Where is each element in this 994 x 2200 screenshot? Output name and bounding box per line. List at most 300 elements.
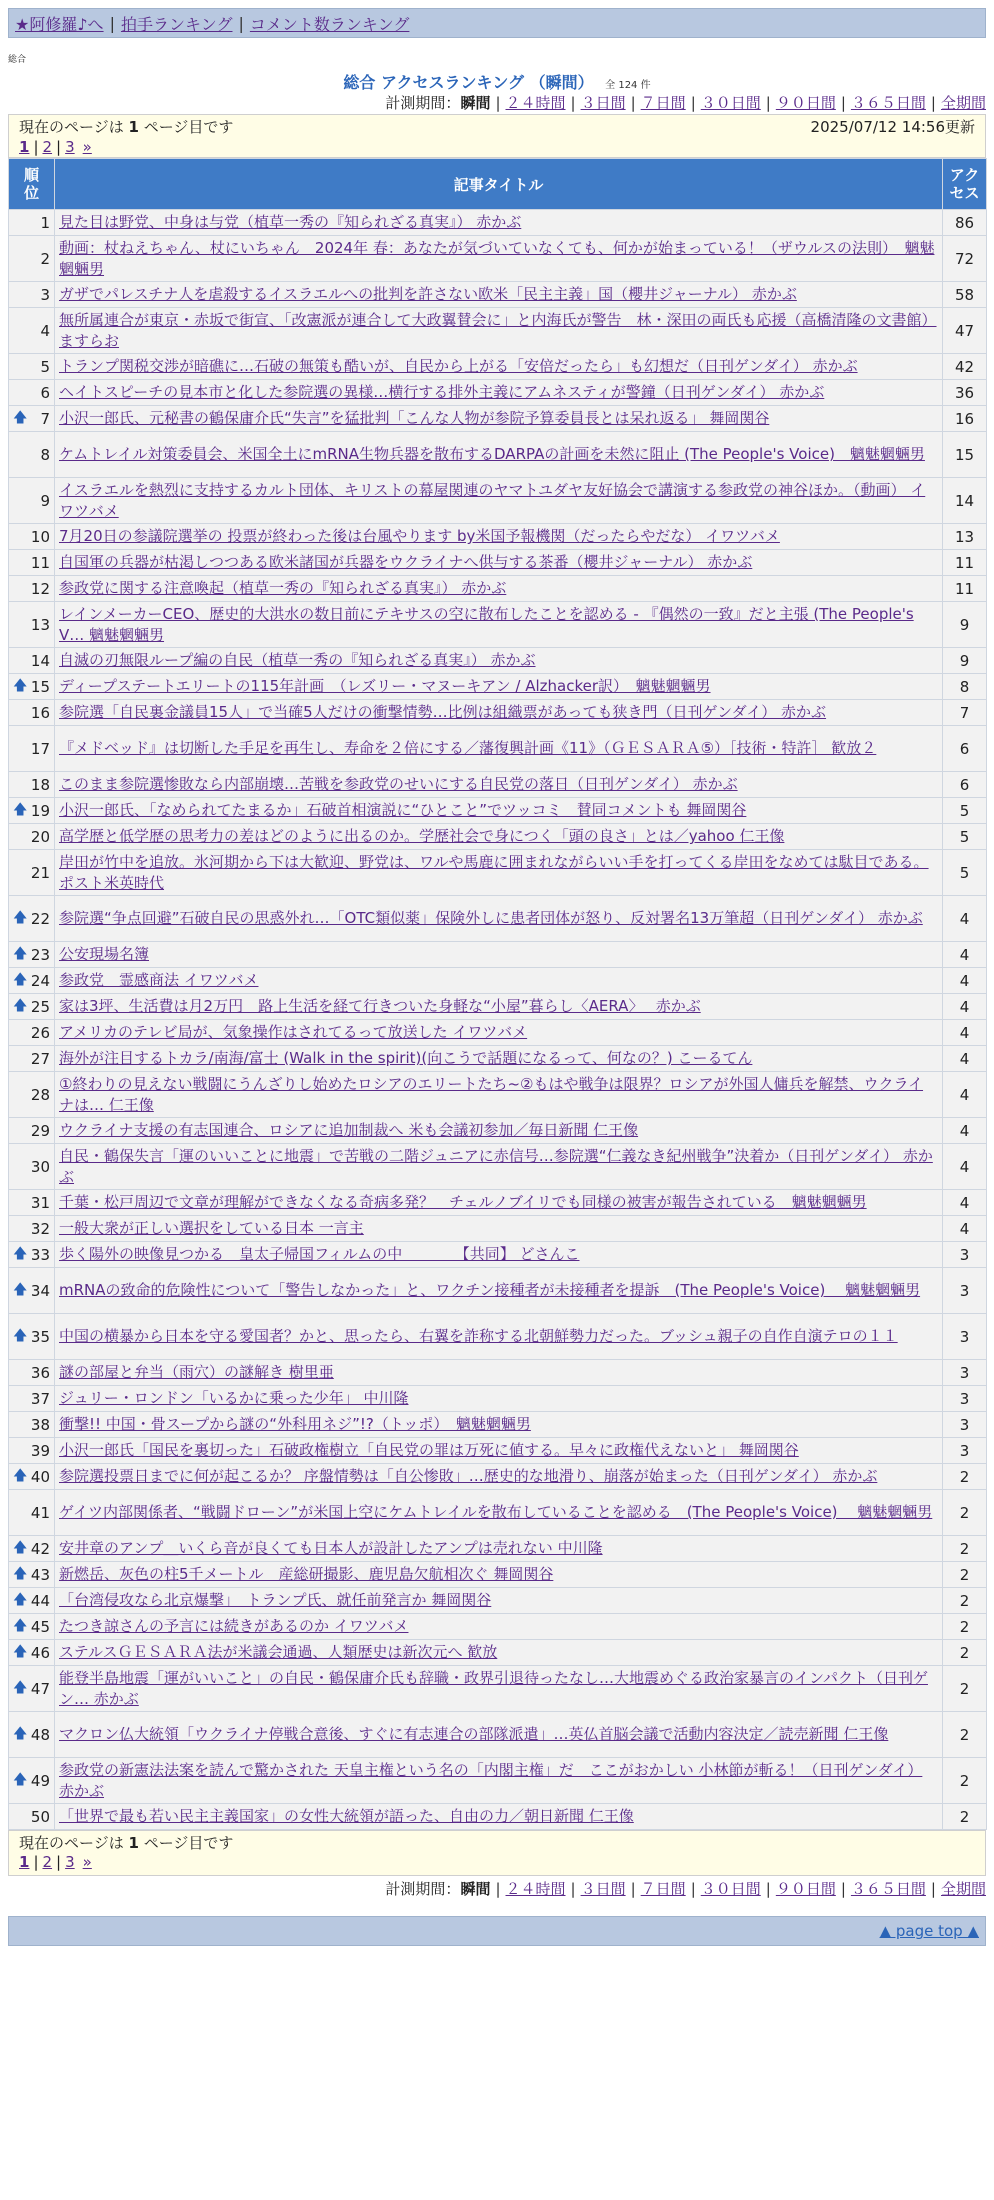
article-link[interactable]: 自国軍の兵器が枯渇しつつある欧米諸国が兵器をウクライナへ供与する茶番（櫻井ジャーナル） 赤かぶ bbox=[59, 553, 753, 571]
footer-period-selector bbox=[8, 1878, 986, 1900]
article-link[interactable]: ステルスＧＥＳＡＲＡ法が米議会通過、人類歴史は新次元へ 歓放 bbox=[59, 1643, 498, 1661]
up-arrow-icon: 🡅 bbox=[13, 1591, 28, 1608]
article-link[interactable]: ウクライナ支援の有志国連合、ロシアに追加制裁へ 米も会議初参加／毎日新聞 仁王像 bbox=[59, 1121, 639, 1139]
period-separator: | bbox=[690, 1880, 696, 1898]
rank-number: 30 bbox=[30, 1157, 50, 1176]
title-cell bbox=[55, 478, 943, 524]
title-cell bbox=[55, 380, 943, 406]
up-arrow-icon: 🡅 bbox=[13, 677, 28, 694]
access-count: 2 bbox=[943, 1614, 987, 1640]
table-row bbox=[9, 380, 987, 406]
rank-cell bbox=[9, 1144, 55, 1190]
access-count: 2 bbox=[943, 1562, 987, 1588]
access-count: 5 bbox=[943, 850, 987, 896]
period-link[interactable]: ３日間 bbox=[580, 1880, 626, 1898]
title-cell bbox=[55, 576, 943, 602]
article-link[interactable]: 中国の横暴から日本を守る愛国者？かと、思ったら、右翼を詐称する北朝鮮勢力だった。ブッシュ親子の自作自演テロの１１ bbox=[59, 1327, 898, 1345]
period-separator: | bbox=[495, 94, 501, 112]
article-link[interactable]: 自民・鶴保失言「運のいいことに地震」で苦戦の二階ジュニアに赤信号…参院選“仁義なき紀州戦争”決着か（日刊ゲンダイ） 赤かぶ bbox=[59, 1146, 933, 1186]
period-separator: | bbox=[630, 94, 636, 112]
rank-cell bbox=[9, 550, 55, 576]
nav-link-applause-ranking[interactable]: 拍手ランキング bbox=[120, 14, 233, 34]
period-link[interactable]: ９０日間 bbox=[775, 1880, 836, 1898]
title-cell bbox=[55, 1386, 943, 1412]
rank-number: 50 bbox=[30, 1807, 50, 1826]
article-link[interactable]: マクロン仏大統領「ウクライナ停戦合意後、すぐに有志連合の部隊派遣」…英仏首脳会議で活動内容決定／読売新聞 仁王像 bbox=[59, 1725, 889, 1743]
article-link[interactable]: ディープステートエリートの115年計画 （レズリー・マヌーキアン / Alzhacker訳） 魑魅魍魎男 bbox=[59, 677, 711, 695]
period-current: 瞬間 bbox=[460, 94, 491, 112]
rank-cell bbox=[9, 994, 55, 1020]
rank-number: 27 bbox=[30, 1049, 50, 1068]
access-count: 3 bbox=[943, 1242, 987, 1268]
title-cell bbox=[55, 1046, 943, 1072]
table-row bbox=[9, 210, 987, 236]
pager-page-3[interactable]: 3 bbox=[65, 138, 75, 156]
header-rank: 順位 bbox=[9, 159, 55, 210]
access-count: 13 bbox=[943, 524, 987, 550]
period-link[interactable]: 全期間 bbox=[940, 1880, 986, 1898]
rank-cell bbox=[9, 798, 55, 824]
rank-number: 36 bbox=[30, 1363, 50, 1382]
header-access: アクセス bbox=[943, 159, 987, 210]
article-link[interactable]: 公安現場名簿 bbox=[59, 945, 150, 963]
access-count: 3 bbox=[943, 1386, 987, 1412]
category-label: 総合 bbox=[8, 55, 27, 65]
article-link[interactable]: 謎の部屋と弁当（雨穴）の謎解き 樹里亜 bbox=[59, 1363, 334, 1381]
period-separator: | bbox=[930, 1880, 936, 1898]
table-row bbox=[9, 1268, 987, 1314]
access-count: 15 bbox=[943, 432, 987, 478]
bottom-bar bbox=[8, 1916, 986, 1946]
table-row bbox=[9, 1490, 987, 1536]
rank-number: 18 bbox=[30, 775, 50, 794]
rank-number: 41 bbox=[30, 1503, 50, 1522]
article-link[interactable]: レインメーカーCEO、歴史的大洪水の数日前にテキサスの空に散布したことを認める - 『偶然の一致』だと主張 (The People's V… 魑魅魍魎男 bbox=[59, 604, 914, 644]
title-cell bbox=[55, 1412, 943, 1438]
rank-cell bbox=[9, 1614, 55, 1640]
article-link[interactable]: 小沢一郎氏「国民を裏切った」石破政権樹立「自民党の罪は万死に値する。早々に政権代えないと」 舞岡関谷 bbox=[59, 1441, 799, 1459]
title-cell bbox=[55, 1490, 943, 1536]
footer-current-page-text: 現在のページは 1 ページ目です bbox=[19, 1834, 234, 1852]
current-page-text: 現在のページは 1 ページ目です bbox=[19, 118, 234, 136]
article-link[interactable]: mRNAの致命的危険性について「警告しなかった」と、ワクチン接種者が未接種者を提訴 (The People's Voice) 魑魅魍魎男 bbox=[59, 1281, 921, 1299]
period-separator: | bbox=[840, 1880, 846, 1898]
footer-page-info bbox=[8, 1830, 986, 1876]
rank-cell bbox=[9, 1438, 55, 1464]
table-row bbox=[9, 772, 987, 798]
table-row bbox=[9, 406, 987, 432]
rank-cell bbox=[9, 1536, 55, 1562]
table-row bbox=[9, 1588, 987, 1614]
rank-number: 29 bbox=[30, 1121, 50, 1140]
title-cell bbox=[55, 1588, 943, 1614]
rank-number: 44 bbox=[30, 1591, 50, 1610]
article-link[interactable]: 7月20日の参議院選挙の 投票が終わった後は台風やります by米国予報機関（だったらやだな） イワツバメ bbox=[59, 527, 780, 545]
title-cell bbox=[55, 1072, 943, 1118]
article-link[interactable]: 参院選“争点回避”石破自民の思惑外れ…「OTC類似薬」保険外しに患者団体が怒り、反対署名13万筆超（日刊ゲンダイ） 赤かぶ bbox=[59, 909, 923, 927]
access-count: 4 bbox=[943, 1144, 987, 1190]
rank-number: 23 bbox=[30, 945, 50, 964]
rank-number: 42 bbox=[30, 1539, 50, 1558]
rank-number: 16 bbox=[30, 703, 50, 722]
access-count: 42 bbox=[943, 354, 987, 380]
pager-page-1[interactable]: 1 bbox=[19, 1853, 30, 1871]
title-cell bbox=[55, 942, 943, 968]
total-count: 全 124 件 bbox=[605, 80, 651, 91]
article-link[interactable]: イスラエルを熱烈に支持するカルト団体、キリストの幕屋関連のヤマトユダヤ友好協会で講演する参政党の神谷ほか。（動画） イワツバメ bbox=[59, 480, 926, 520]
access-count: 4 bbox=[943, 896, 987, 942]
title-cell bbox=[55, 1020, 943, 1046]
access-count: 7 bbox=[943, 700, 987, 726]
article-link[interactable]: 安井章のアンプ＿いくら音が良くても日本人が設計したアンプは売れない 中川隆 bbox=[59, 1539, 603, 1557]
table-row bbox=[9, 648, 987, 674]
rank-cell bbox=[9, 210, 55, 236]
access-count: 86 bbox=[943, 210, 987, 236]
article-link[interactable]: たつき諒さんの予言には続きがあるのか イワツバメ bbox=[59, 1617, 409, 1635]
updated-timestamp: 2025/07/12 14:56更新 bbox=[810, 118, 975, 136]
title-cell bbox=[55, 1314, 943, 1360]
article-link[interactable]: 小沢一郎氏、「なめられてたまるか」石破首相演説に“ひとこと”でツッコミ 賛同コメントも 舞岡関谷 bbox=[59, 801, 747, 819]
rank-cell bbox=[9, 1386, 55, 1412]
article-link[interactable]: 参院選投票日までに何が起こるか？ 序盤情勢は「自公惨敗」…歴史的な地滑り、崩落が始まった（日刊ゲンダイ） 赤かぶ bbox=[59, 1467, 878, 1485]
nav-link-comment-ranking[interactable]: コメント数ランキング bbox=[249, 14, 410, 34]
table-row bbox=[9, 1386, 987, 1412]
access-count: 9 bbox=[943, 602, 987, 648]
title-cell bbox=[55, 1190, 943, 1216]
table-header-row bbox=[9, 159, 987, 210]
table-row bbox=[9, 1536, 987, 1562]
period-link[interactable]: ３日間 bbox=[580, 94, 626, 112]
table-row bbox=[9, 576, 987, 602]
pager-page-2[interactable]: 2 bbox=[42, 1853, 53, 1871]
rank-number: 19 bbox=[30, 801, 50, 820]
access-count: 8 bbox=[943, 674, 987, 700]
table-row bbox=[9, 524, 987, 550]
rank-cell bbox=[9, 1758, 55, 1804]
access-count: 4 bbox=[943, 1020, 987, 1046]
pager-page-2[interactable]: 2 bbox=[42, 138, 53, 156]
rank-number: 12 bbox=[30, 579, 50, 598]
pager-separator: | bbox=[33, 1853, 39, 1871]
nav-link-home[interactable]: ★阿修羅♪へ bbox=[15, 14, 104, 34]
title-cell bbox=[55, 896, 943, 942]
rank-number: 7 bbox=[40, 409, 50, 428]
article-link[interactable]: 参政党に関する注意喚起（植草一秀の『知られざる真実』） 赤かぶ bbox=[59, 579, 507, 597]
access-count: 4 bbox=[943, 994, 987, 1020]
rank-cell bbox=[9, 524, 55, 550]
access-count: 3 bbox=[943, 1360, 987, 1386]
article-link[interactable]: 『メドベッド』は切断した手足を再生し、寿命を２倍にする／藩復興計画《11》（ＧＥＳＡＲＡ⑤）［技術・特許］ 歓放２ bbox=[59, 739, 877, 757]
rank-number: 40 bbox=[30, 1467, 50, 1486]
rank-number: 49 bbox=[30, 1771, 50, 1790]
rank-number: 28 bbox=[30, 1085, 50, 1104]
article-link[interactable]: 家は3坪、生活費は月2万円 路上生活を経て行きついた身軽な“小屋”暮らし〈AERA〉 赤かぶ bbox=[59, 997, 701, 1015]
access-count: 5 bbox=[943, 798, 987, 824]
access-count: 16 bbox=[943, 406, 987, 432]
title-cell bbox=[55, 1640, 943, 1666]
table-row bbox=[9, 1216, 987, 1242]
pager-page-1[interactable]: 1 bbox=[19, 138, 30, 156]
title-cell bbox=[55, 968, 943, 994]
access-count: 4 bbox=[943, 968, 987, 994]
title-cell bbox=[55, 406, 943, 432]
rank-cell bbox=[9, 942, 55, 968]
table-row bbox=[9, 478, 987, 524]
table-row bbox=[9, 1712, 987, 1758]
rank-number: 22 bbox=[30, 909, 50, 928]
rank-number: 26 bbox=[30, 1023, 50, 1042]
access-count: 3 bbox=[943, 1268, 987, 1314]
title-cell bbox=[55, 798, 943, 824]
period-link[interactable]: ３６５日間 bbox=[850, 94, 926, 112]
article-link[interactable]: 「台湾侵攻なら北京爆撃」 トランプ氏、就任前発言か 舞岡関谷 bbox=[59, 1591, 492, 1609]
article-link[interactable]: アメリカのテレビ局が、気象操作はされてるって放送した イワツバメ bbox=[59, 1023, 528, 1041]
period-link[interactable]: ３６５日間 bbox=[850, 1880, 926, 1898]
period-separator: | bbox=[570, 94, 576, 112]
access-count: 36 bbox=[943, 380, 987, 406]
rank-cell bbox=[9, 1072, 55, 1118]
table-row bbox=[9, 824, 987, 850]
article-link[interactable]: ケムトレイル対策委員会、米国全土にmRNA生物兵器を散布するDARPAの計画を未然に阻止 (The People's Voice) 魑魅魍魎男 bbox=[59, 445, 925, 463]
ranking-table bbox=[8, 158, 987, 1830]
period-separator: | bbox=[930, 94, 936, 112]
pagination bbox=[19, 137, 975, 157]
period-label: 計測期間： bbox=[385, 1880, 461, 1898]
rank-cell bbox=[9, 1464, 55, 1490]
title-cell bbox=[55, 1144, 943, 1190]
up-arrow-icon: 🡅 bbox=[13, 1539, 28, 1556]
rank-cell bbox=[9, 1046, 55, 1072]
rank-cell bbox=[9, 1562, 55, 1588]
table-row bbox=[9, 308, 987, 354]
article-link[interactable]: 高学歴と低学歴の思考力の差はどのように出るのか。学歴社会で身につく「頭の良さ」とは／yahoo 仁王像 bbox=[59, 827, 785, 845]
period-link[interactable]: 全期間 bbox=[940, 94, 986, 112]
rank-cell bbox=[9, 1118, 55, 1144]
title-cell bbox=[55, 282, 943, 308]
access-count: 2 bbox=[943, 1536, 987, 1562]
period-label: 計測期間： bbox=[385, 94, 461, 112]
article-link[interactable]: 参政党 霊感商法 イワツバメ bbox=[59, 971, 259, 989]
rank-cell bbox=[9, 1314, 55, 1360]
access-count: 58 bbox=[943, 282, 987, 308]
period-link[interactable]: ７日間 bbox=[640, 94, 686, 112]
rank-number: 9 bbox=[40, 491, 50, 510]
table-row bbox=[9, 1072, 987, 1118]
period-separator: | bbox=[840, 94, 846, 112]
pager-next[interactable]: » bbox=[82, 1853, 92, 1871]
period-separator: | bbox=[495, 1880, 501, 1898]
rank-number: 48 bbox=[30, 1725, 50, 1744]
article-link[interactable]: ガザでパレスチナ人を虐殺するイスラエルへの批判を許さない欧米「民主主義」国（櫻井ジャーナル） 赤かぶ bbox=[59, 285, 797, 303]
up-arrow-icon: 🡅 bbox=[13, 1771, 28, 1788]
period-link[interactable]: ９０日間 bbox=[775, 94, 836, 112]
period-link[interactable]: ２４時間 bbox=[505, 94, 566, 112]
rank-cell bbox=[9, 1360, 55, 1386]
rank-cell bbox=[9, 674, 55, 700]
title-cell bbox=[55, 1536, 943, 1562]
period-separator: | bbox=[630, 1880, 636, 1898]
rank-cell bbox=[9, 1190, 55, 1216]
page-info-box bbox=[8, 114, 986, 158]
up-arrow-icon: 🡅 bbox=[13, 1679, 28, 1696]
rank-cell bbox=[9, 1804, 55, 1830]
rank-cell bbox=[9, 236, 55, 282]
rank-cell bbox=[9, 478, 55, 524]
up-arrow-icon: 🡅 bbox=[13, 971, 28, 988]
rank-number: 43 bbox=[30, 1565, 50, 1584]
up-arrow-icon: 🡅 bbox=[13, 801, 28, 818]
article-link[interactable]: 能登半島地震「運がいいこと」の自民・鶴保庸介氏も辞職・政界引退待ったなし…大地震めぐる政治家暴言のインパクト（日刊ゲン… 赤かぶ bbox=[59, 1668, 928, 1708]
period-link[interactable]: ７日間 bbox=[640, 1880, 686, 1898]
article-link[interactable]: 衝撃!! 中国・骨スープから謎の“外科用ネジ”!?（トッポ） 魑魅魍魎男 bbox=[59, 1415, 531, 1433]
rank-cell bbox=[9, 896, 55, 942]
article-link[interactable]: ゲイツ内部関係者、“戦闘ドローン”が米国上空にケムトレイルを散布していることを認める (The People's Voice) 魑魅魍魎男 bbox=[59, 1503, 933, 1521]
up-arrow-icon: 🡅 bbox=[13, 1245, 28, 1262]
access-count: 11 bbox=[943, 576, 987, 602]
article-link[interactable]: トランプ関税交渉が暗礁に…石破の無策も酷いが、自民から上がる「安倍だったら」も幻想だ（日刊ゲンダイ） 赤かぶ bbox=[59, 357, 858, 375]
rank-number: 37 bbox=[30, 1389, 50, 1408]
title-cell bbox=[55, 1118, 943, 1144]
title-cell bbox=[55, 1242, 943, 1268]
rank-cell bbox=[9, 1666, 55, 1712]
access-count: 2 bbox=[943, 1666, 987, 1712]
pager-page-3[interactable]: 3 bbox=[65, 1853, 75, 1871]
access-count: 11 bbox=[943, 550, 987, 576]
table-row bbox=[9, 282, 987, 308]
article-link[interactable]: 参院選「自民裏金議員15人」で当確5人だけの衝撃情勢…比例は組織票があっても狭き門（日刊ゲンダイ） 赤かぶ bbox=[59, 703, 827, 721]
table-row bbox=[9, 942, 987, 968]
title-cell bbox=[55, 994, 943, 1020]
access-count: 3 bbox=[943, 1412, 987, 1438]
access-count: 3 bbox=[943, 1314, 987, 1360]
page-title-text: 総合 アクセスランキング （瞬間） bbox=[343, 73, 594, 92]
title-cell bbox=[55, 524, 943, 550]
page-top-link[interactable]: ▲ page top ▲ bbox=[879, 1922, 979, 1940]
title-cell bbox=[55, 1758, 943, 1804]
rank-number: 47 bbox=[30, 1679, 50, 1698]
table-row bbox=[9, 968, 987, 994]
article-link[interactable]: ジュリー・ロンドン「いるかに乗った少年」 中川隆 bbox=[59, 1389, 409, 1407]
access-count: 4 bbox=[943, 1190, 987, 1216]
rank-cell bbox=[9, 1216, 55, 1242]
article-link[interactable]: 参政党の新憲法法案を読んで驚かされた 天皇主権という名の「内閣主権」だ ここがおかしい 小林節が斬る！（日刊ゲンダイ） 赤かぶ bbox=[59, 1760, 923, 1800]
article-link[interactable]: ヘイトスピーチの見本市と化した参院選の異様…横行する排外主義にアムネスティが警鐘（日刊ゲンダイ） 赤かぶ bbox=[59, 383, 825, 401]
article-link[interactable]: 岸田が竹中を追放。氷河期から下は大歓迎、野党は、ワルや馬鹿に囲まれながらいい手を打ってくる岸田をなめては駄目である。 ポスト米英時代 bbox=[59, 852, 929, 892]
table-row bbox=[9, 798, 987, 824]
table-row bbox=[9, 1144, 987, 1190]
up-arrow-icon: 🡅 bbox=[13, 1725, 28, 1742]
table-row bbox=[9, 236, 987, 282]
table-row bbox=[9, 994, 987, 1020]
table-row bbox=[9, 1360, 987, 1386]
rank-number: 1 bbox=[40, 213, 50, 232]
rank-number: 34 bbox=[30, 1281, 50, 1300]
article-link[interactable]: 歩く陽外の映像見つかる 皇太子帰国フィルムの中 【共同】 どさんこ bbox=[59, 1245, 580, 1263]
table-row bbox=[9, 1562, 987, 1588]
table-row bbox=[9, 1314, 987, 1360]
title-cell bbox=[55, 308, 943, 354]
rank-cell bbox=[9, 432, 55, 478]
table-row bbox=[9, 1412, 987, 1438]
rank-number: 6 bbox=[40, 383, 50, 402]
article-link[interactable]: 千葉・松戸周辺で文章が理解ができなくなる奇病多発？ チェルノブイリでも同様の被害が報告されている 魑魅魍魎男 bbox=[59, 1193, 867, 1211]
rank-number: 38 bbox=[30, 1415, 50, 1434]
article-link[interactable]: 新燃岳、灰色の柱5千メートル 産総研撮影、鹿児島欠航相次ぐ 舞岡関谷 bbox=[59, 1565, 554, 1583]
rank-number: 45 bbox=[30, 1617, 50, 1636]
access-count: 2 bbox=[943, 1804, 987, 1830]
article-link[interactable]: 無所属連合が東京・赤坂で街宣、「改憲派が連合して大政翼賛会に」と内海氏が警告 林・深田の両氏も応援（高橋清隆の文書館） ますらお bbox=[59, 310, 937, 350]
article-link[interactable]: 見た目は野党、中身は与党（植草一秀の『知られざる真実』） 赤かぶ bbox=[59, 213, 522, 231]
period-link[interactable]: ３０日間 bbox=[700, 1880, 761, 1898]
article-link[interactable]: このまま参院選惨敗なら内部崩壊…苦戦を参政党のせいにする自民党の落日（日刊ゲンダイ） 赤かぶ bbox=[59, 775, 738, 793]
access-count: 2 bbox=[943, 1712, 987, 1758]
title-cell bbox=[55, 1562, 943, 1588]
title-cell bbox=[55, 1464, 943, 1490]
period-link[interactable]: ３０日間 bbox=[700, 94, 761, 112]
article-link[interactable]: 自滅の刃無限ループ編の自民（植草一秀の『知られざる真実』） 赤かぶ bbox=[59, 651, 536, 669]
table-row bbox=[9, 1666, 987, 1712]
pager-next[interactable]: » bbox=[82, 138, 92, 156]
rank-number: 17 bbox=[30, 739, 50, 758]
rank-number: 39 bbox=[30, 1441, 50, 1460]
access-count: 2 bbox=[943, 1758, 987, 1804]
rank-number: 25 bbox=[30, 997, 50, 1016]
pager-separator: | bbox=[33, 138, 39, 156]
title-cell bbox=[55, 1666, 943, 1712]
article-link[interactable]: 海外が注目するトカラ/南海/富士 (Walk in the spirit)(向こうで話題になるって、何なの？) こーるてん bbox=[59, 1049, 753, 1067]
table-row bbox=[9, 432, 987, 478]
table-row bbox=[9, 1020, 987, 1046]
rank-number: 10 bbox=[30, 527, 50, 546]
rank-number: 33 bbox=[30, 1245, 50, 1264]
rank-number: 35 bbox=[30, 1327, 50, 1346]
access-count: 4 bbox=[943, 942, 987, 968]
article-link[interactable]: ①終わりの見えない戦闘にうんざりし始めたロシアのエリートたち~②もはや戦争は限界？ロシアが外国人傭兵を解禁、ウクライナは… 仁王像 bbox=[59, 1074, 924, 1114]
article-link[interactable]: 動画：杖ねえちゃん、杖にいちゃん 2024年 春：あなたが気づいていなくても、何かが始まっている！（ザウルスの法則） 魑魅魍魎男 bbox=[59, 238, 935, 278]
title-cell bbox=[55, 1712, 943, 1758]
rank-cell bbox=[9, 354, 55, 380]
period-separator: | bbox=[765, 1880, 771, 1898]
up-arrow-icon: 🡅 bbox=[13, 409, 28, 426]
rank-number: 11 bbox=[30, 553, 50, 572]
period-link[interactable]: ２４時間 bbox=[505, 1880, 566, 1898]
table-row bbox=[9, 550, 987, 576]
rank-cell bbox=[9, 1268, 55, 1314]
access-count: 4 bbox=[943, 1216, 987, 1242]
rank-cell bbox=[9, 726, 55, 772]
access-count: 3 bbox=[943, 1438, 987, 1464]
up-arrow-icon: 🡅 bbox=[13, 1565, 28, 1582]
rank-cell bbox=[9, 1712, 55, 1758]
title-cell bbox=[55, 824, 943, 850]
access-count: 14 bbox=[943, 478, 987, 524]
table-row bbox=[9, 1046, 987, 1072]
rank-cell bbox=[9, 1412, 55, 1438]
access-count: 6 bbox=[943, 772, 987, 798]
period-selector bbox=[8, 92, 986, 114]
rank-number: 21 bbox=[30, 863, 50, 882]
article-link[interactable]: 小沢一郎氏、元秘書の鶴保庸介氏“失言”を猛批判「こんな人物が参院予算委員長とは呆れ返る」 舞岡関谷 bbox=[59, 409, 770, 427]
title-cell bbox=[55, 236, 943, 282]
up-arrow-icon: 🡅 bbox=[13, 1281, 28, 1298]
article-link[interactable]: 「世界で最も若い民主主義国家」の女性大統領が語った、自由の力／朝日新聞 仁王像 bbox=[59, 1807, 634, 1825]
rank-cell bbox=[9, 648, 55, 674]
up-arrow-icon: 🡅 bbox=[13, 909, 28, 926]
title-cell bbox=[55, 1216, 943, 1242]
table-row bbox=[9, 726, 987, 772]
article-link[interactable]: 一般大衆が正しい選択をしている日本 一言主 bbox=[59, 1219, 364, 1237]
rank-cell bbox=[9, 968, 55, 994]
